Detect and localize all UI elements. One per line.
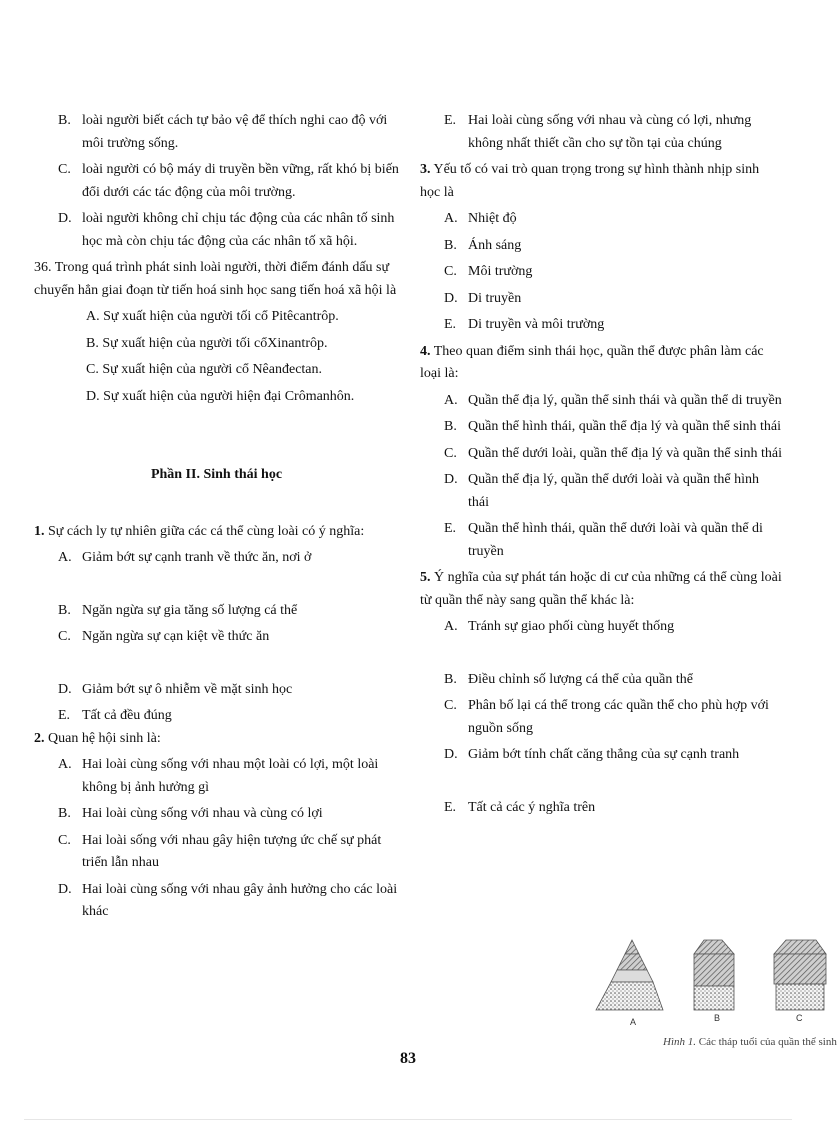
q2-option-e [420,110,782,155]
option-text: Hai loài cùng sống với nhau một loài có lợi, một loài không bị ảnh hưởng gì [82,757,379,795]
q1-option-d [34,679,399,702]
option-text: loài người biết cách tự bảo vệ để thích nghi cao độ với môi trường sống. [82,113,388,151]
question-text: Ý nghĩa của sự phát tán hoặc di cư của những cá thể cùng loài từ quần thể này sang quần thể khác là: [420,570,782,608]
question-number: 3. [420,162,431,177]
q35-option-c [34,159,399,204]
q1-option-c [34,626,399,649]
q3-option-c [420,261,782,284]
right-column [420,106,782,819]
option-letter: A. [444,392,458,408]
option-letter: B. [444,237,457,253]
option-text: Quần thể dưới loài, quần thể địa lý và quần thể sinh thái [468,445,782,461]
option-text: Giảm bớt tính chất căng thẳng của sự cạnh tranh [468,747,740,762]
q36-option-b: B. Sự xuất hiện của người tối cổXinantrôp. [86,335,328,351]
question-3 [420,159,782,204]
option-text: Quần thể hình thái, quần thể dưới loài và quần thể di truyền [468,521,763,559]
option-letter: D. [444,472,458,487]
option-letter: C. [444,445,457,461]
section-title: Phần II. Sinh thái học [150,467,283,482]
option-text: Quần thể địa lý, quần thể sinh thái và quần thể di truyền [468,392,782,408]
option-text: Giảm bớt sự ô nhiễm về mặt sinh học [82,681,293,697]
option-text: Tránh sự giao phối cùng huyết thống [468,619,675,634]
option-text: Di truyền [468,290,522,306]
option-letter: B. [58,602,71,618]
caption-label: Hình 1. [663,1036,696,1048]
question-5 [420,567,782,612]
caption-text: Các tháp tuổi của quần thể sinh [698,1036,837,1048]
option-letter: E. [444,799,457,815]
option-text: Ngăn ngừa sự gia tăng số lượng cá thể [82,602,298,618]
option-text: Di truyền và môi trường [468,317,605,332]
option-text: loài người không chỉ chịu tác động của các nhân tố sinh học mà còn chịu tác động của các nhân tố xã hội. [82,211,395,249]
option-letter: C. [58,832,71,848]
q3-option-e [420,314,782,337]
q36-option-d: D. Sự xuất hiện của người hiện đại Crômanhôn. [86,388,355,404]
question-text: Theo quan điểm sinh thái học, quần thể được phân làm các loại là: [420,343,764,381]
option-letter: B. [444,419,457,434]
option-letter: E. [58,708,71,723]
option-letter: E. [444,317,457,332]
option-letter: A. [58,757,72,772]
q1-option-e [34,705,399,728]
question-1 [34,521,399,544]
q5-option-c [420,695,782,740]
option-letter: A. [444,619,458,634]
q4-option-d [420,469,782,514]
q4-option-b [420,416,782,439]
option-text: Điều chỉnh số lượng cá thể của quần thể [468,671,693,687]
pyramid-b [694,940,734,1010]
q36-option-a: A. Sự xuất hiện của người tối cổ Pitêcantrôp. [86,309,339,324]
question-text: Sự cách ly tự nhiên giữa các cá thể cùng loài có ý nghĩa: [48,523,365,539]
option-letter: E. [444,521,457,536]
left-column [34,106,399,924]
q5-option-d [420,744,782,767]
question-number: 1. [34,523,45,539]
option-letter: D. [58,881,72,897]
spacer [34,649,399,675]
q1-option-a [34,547,399,570]
option-letter: E. [444,113,457,128]
option-letter: D. [444,747,458,762]
q35-option-d [34,208,399,253]
q1-option-b [34,600,399,623]
option-text: Môi trường [468,264,533,279]
option-letter: B. [444,671,457,687]
question-number: 4. [420,343,431,359]
question-text: Yếu tố có vai trò quan trọng trong sự hình thành nhịp sinh học là [420,162,760,200]
option-letter: C. [58,162,71,177]
option-text: loài người có bộ máy di truyền bền vững, rất khó bị biến đổi dưới các tác động của môi trường. [82,162,399,200]
q3-option-b [420,235,782,258]
option-text: Hai loài sống với nhau gây hiện tượng ức chế sự phát triển lẫn nhau [82,832,382,870]
option-letter: A. [58,550,72,565]
pyramid-label-b: B [714,1013,721,1023]
option-text: Phân bố lại cá thể trong các quần thể cho phù hợp với nguồn sống [468,698,769,736]
pyramid-c [774,940,826,1010]
figure-caption [663,1036,837,1048]
option-letter: A. [444,211,458,226]
option-text: Hai loài cùng sống với nhau và cùng có lợi [82,806,323,821]
option-letter: B. [58,113,71,128]
option-letter: B. [58,806,71,821]
option-letter: C. [444,698,457,713]
option-text: Quần thể địa lý, quần thể dưới loài và quần thể hình thái [468,472,760,510]
spacer [420,639,782,665]
option-letter: D. [58,211,72,226]
option-letter: C. [444,264,457,279]
q2-option-d [34,879,399,924]
spacer [420,767,782,793]
q3-option-d [420,288,782,311]
question-text: Quan hệ hội sinh là: [48,730,161,746]
question-number: 5. [420,570,431,585]
option-text: Quần thể hình thái, quần thể địa lý và quần thể sinh thái [468,419,781,434]
option-text: Ngăn ngừa sự cạn kiệt về thức ăn [82,629,270,644]
q2-option-c [34,830,399,875]
option-text: Ánh sáng [468,237,522,253]
q3-option-a [420,208,782,231]
question-2 [34,728,399,751]
question-number: 2. [34,730,45,746]
option-text: Hai loài cùng sống với nhau và cùng có lợi, nhưng không nhất thiết cần cho sự tồn tại của chúng [468,113,752,151]
option-text: Hai loài cùng sống với nhau gây ảnh hưởng cho các loài khác [82,881,398,919]
page-number: 83 [400,1050,416,1067]
age-pyramid-figure [590,932,830,1052]
pyramid-label-a: A [630,1017,637,1027]
q5-option-e [420,797,782,820]
option-text: Tất cả đều đúng [82,708,172,723]
option-text: Giảm bớt sự cạnh tranh về thức ăn, nơi ở [82,550,312,565]
q2-option-b [34,803,399,826]
q5-option-b [420,669,782,692]
q4-option-a [420,390,782,413]
bottom-rule [24,1119,792,1120]
pyramid-label-c: C [796,1013,803,1023]
option-letter: D. [58,681,72,697]
spacer [34,570,399,596]
q4-option-e [420,518,782,563]
question-4 [420,341,782,386]
q4-option-c [420,443,782,466]
option-text: Nhiệt độ [468,211,517,226]
question-36-text: 36. Trong quá trình phát sinh loài người, thời điểm đánh dấu sự chuyển hẳn giai đoạn từ tiến hoá sinh học sang tiến hoá xã hội là [34,260,397,298]
option-letter: D. [444,290,458,306]
q36-option-c: C. Sự xuất hiện của người cổ Nêanđectan. [86,362,323,377]
option-letter: C. [58,629,71,644]
q2-option-a [34,754,399,799]
q5-option-a [420,616,782,639]
option-text: Tất cả các ý nghĩa trên [468,799,596,815]
q35-option-b [34,110,399,155]
pyramid-a [596,940,663,1010]
